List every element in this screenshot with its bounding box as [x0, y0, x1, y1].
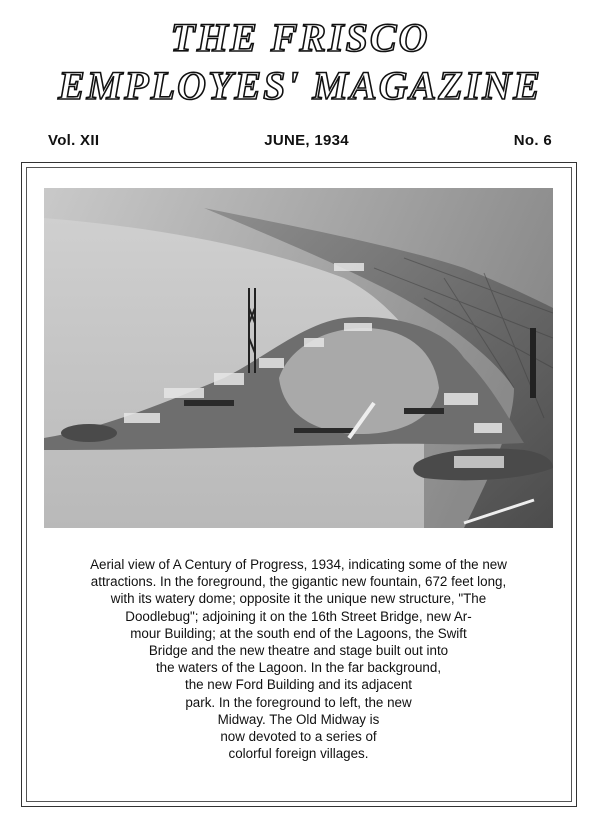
caption-line: colorful foreign villages.: [228, 746, 369, 762]
caption-line: now devoted to a series of: [220, 729, 377, 745]
issue-number: No. 6: [513, 132, 552, 149]
caption-line: the new Ford Building and its adjacent: [184, 677, 413, 693]
aerial-photo: [44, 188, 553, 528]
caption-line: Bridge and the new theatre and stage built out into: [148, 643, 449, 659]
masthead-title-line1: THE FRISCO: [170, 15, 430, 60]
caption-line: mour Building; at the south end of the Lagoons, the Swift: [130, 625, 467, 641]
issue-info: [48, 132, 552, 149]
masthead-title-line2: EMPLOYES' MAGAZINE: [58, 63, 542, 108]
caption-line: the waters of the Lagoon. In the far background,: [155, 660, 442, 676]
caption-line: Doodlebug"; adjoining it on the 16th Street Bridge, new Ar-: [125, 608, 472, 624]
caption-line: park. In the foreground to left, the new: [185, 694, 412, 710]
photo-caption: [46, 556, 551, 762]
issue-date: JUNE, 1934: [264, 132, 349, 149]
caption-line: Midway. The Old Midway is: [217, 711, 380, 727]
caption-line: attractions. In the foreground, the gigantic new fountain, 672 feet long,: [90, 574, 507, 590]
caption-line: with its watery dome; opposite it the unique new structure, "The: [110, 591, 487, 607]
masthead: [0, 14, 600, 110]
aerial-photo-illustration: [44, 188, 553, 528]
caption-line: Aerial view of A Century of Progress, 1934, indicating some of the new: [90, 557, 507, 572]
volume-label: Vol. XII: [48, 132, 100, 149]
